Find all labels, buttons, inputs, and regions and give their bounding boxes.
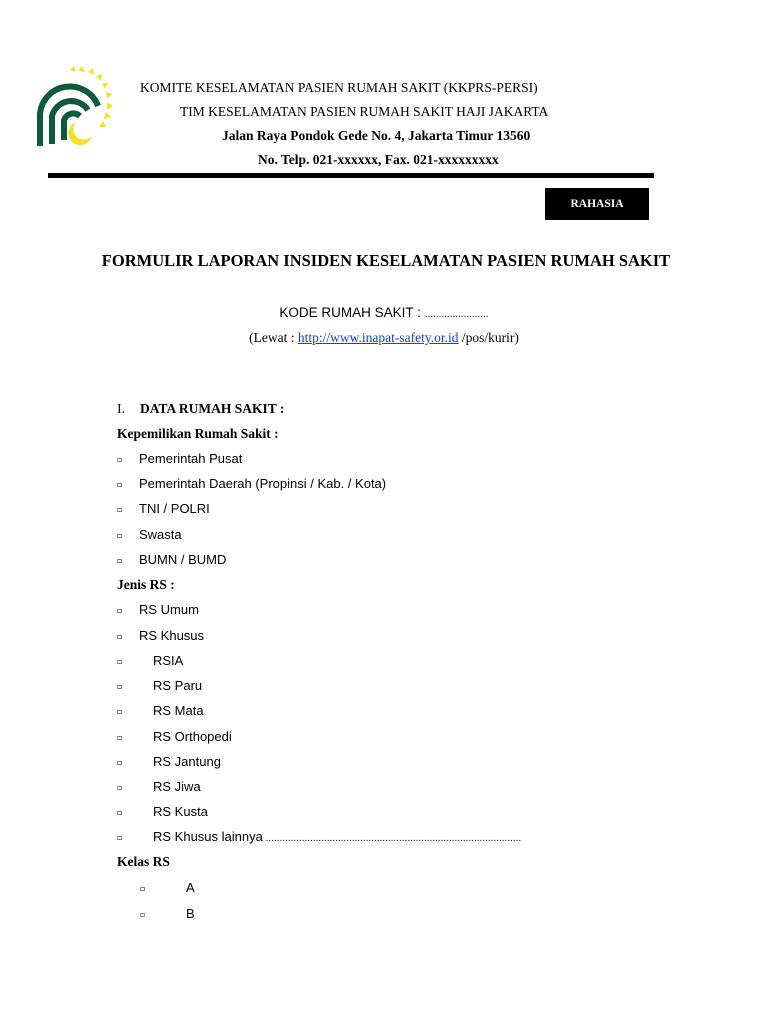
checkbox-icon[interactable]: ▫ (117, 530, 123, 540)
header-phone: No. Telp. 021-xxxxxx, Fax. 021-xxxxxxxxx (258, 152, 499, 167)
rs-class-label: Kelas RS (117, 854, 170, 869)
hospital-logo (30, 66, 130, 152)
rs-specialty-option-5: RS Jiwa (153, 779, 201, 794)
rs-specialty-option-4: RS Jantung (153, 753, 221, 769)
checkbox-icon[interactable]: ▫ (117, 455, 123, 464)
submission-prefix: (Lewat : (249, 330, 298, 345)
hospital-code-label: KODE RUMAH SAKIT : (279, 305, 421, 320)
rs-type-option-0: RS Umum (139, 602, 199, 617)
section-number: I. (117, 401, 125, 416)
rs-class-option-1: B (186, 905, 195, 921)
checkbox-icon[interactable]: ▫ (117, 757, 123, 767)
checkbox-icon[interactable]: ▫ (117, 808, 123, 818)
rs-specialty-option-0: RSIA (153, 653, 184, 668)
rs-specialty-option-3: RS Orthopedi (153, 728, 232, 744)
checkbox-icon[interactable]: ▫ (117, 505, 123, 515)
checkbox-icon[interactable]: ▫ (117, 783, 123, 792)
checkbox-icon[interactable]: ▫ (140, 884, 146, 893)
header-team: TIM KESELAMATAN PASIEN RUMAH SAKIT HAJI JAKARTA (180, 104, 549, 119)
form-title: FORMULIR LAPORAN INSIDEN KESELAMATAN PASIEN RUMAH SAKIT (101, 251, 671, 270)
other-specialty-field[interactable]: ............................................................................................ (262, 833, 522, 845)
ownership-option-0: Pemerintah Pusat (139, 451, 243, 466)
inapat-safety-link[interactable]: http://www.inapat-safety.or.id (297, 330, 459, 345)
rs-specialty-option-7: RS Khusus lainnya ............................................................................................ (153, 829, 522, 845)
ownership-option-3: Swasta (139, 526, 182, 542)
section-heading: DATA RUMAH SAKIT : (140, 401, 285, 416)
rs-specialty-option-1: RS Paru (153, 678, 203, 694)
header-committee: KOMITE KESELAMATAN PASIEN RUMAH SAKIT (KKPRS-PERSI) (140, 80, 538, 95)
checkbox-icon[interactable]: ▫ (117, 480, 123, 490)
checkbox-icon[interactable]: ▫ (117, 606, 123, 615)
submission-suffix: /pos/kurir) (458, 330, 519, 345)
rs-type-option-1: RS Khusus (139, 627, 205, 643)
checkbox-icon[interactable]: ▫ (117, 707, 123, 717)
hospital-code-field[interactable]: ....................... (424, 309, 489, 320)
submission-line (0, 330, 768, 346)
header-divider (48, 173, 654, 178)
rs-specialty-option-6: RS Kusta (153, 804, 208, 820)
rs-class-option-0: A (186, 880, 195, 895)
rs-specialty-option-2: RS Mata (153, 703, 204, 719)
crescent-icon (68, 122, 92, 145)
checkbox-icon[interactable]: ▫ (117, 631, 123, 641)
ownership-option-4: BUMN / BUMD (139, 551, 227, 567)
rs-type-label: Jenis RS : (117, 577, 175, 592)
checkbox-icon[interactable]: ▫ (140, 909, 146, 919)
checkbox-icon[interactable]: ▫ (117, 682, 123, 692)
confidential-stamp: RAHASIA (545, 188, 649, 220)
checkbox-icon[interactable]: ▫ (117, 657, 123, 666)
header-address: Jalan Raya Pondok Gede No. 4, Jakarta Timur 13560 (222, 128, 531, 143)
ownership-option-2: TNI / POLRI (139, 501, 210, 517)
checkbox-icon[interactable]: ▫ (117, 555, 123, 565)
ownership-label: Kepemilikan Rumah Sakit : (117, 426, 279, 441)
hospital-code-line (0, 305, 768, 320)
checkbox-icon[interactable]: ▫ (117, 833, 123, 843)
checkbox-icon[interactable]: ▫ (117, 732, 123, 742)
ownership-option-1: Pemerintah Daerah (Propinsi / Kab. / Kota) (139, 476, 387, 492)
